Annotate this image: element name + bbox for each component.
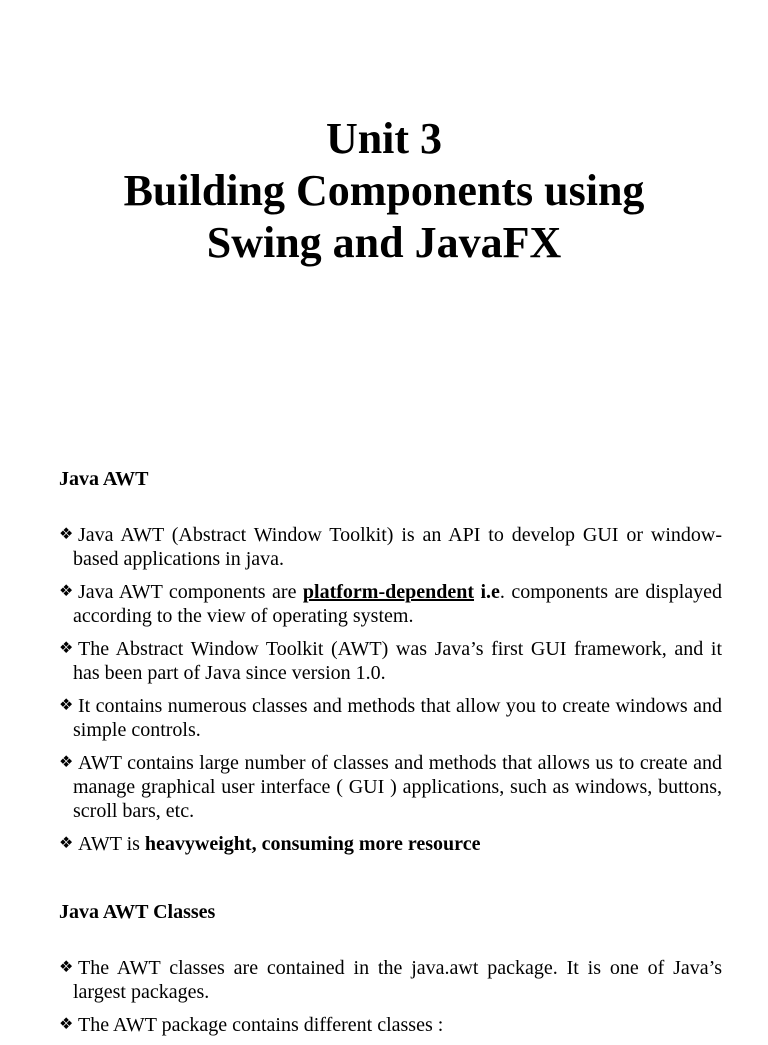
diamond-bullet-icon: ❖ bbox=[59, 638, 74, 657]
bullet-text: AWT contains large number of classes and methods that allows us to create and manage graphical user interface ( GUI ) applications, such as windows, buttons, scroll bars, etc. bbox=[73, 752, 722, 822]
diamond-bullet-icon: ❖ bbox=[59, 833, 74, 852]
emphasis-ie: i.e bbox=[480, 581, 500, 603]
list-item bbox=[59, 955, 722, 1004]
bullet-text: The AWT package contains different classes : bbox=[78, 1014, 444, 1036]
title-line-unit: Unit 3 bbox=[325, 114, 443, 163]
list-item bbox=[59, 522, 722, 571]
list-item bbox=[59, 579, 722, 628]
bullet-text: . components are displayed according to the view of operating system. bbox=[73, 581, 723, 627]
title-line-swing: Swing and JavaFX bbox=[206, 218, 562, 267]
list-item bbox=[59, 831, 722, 856]
diamond-bullet-icon: ❖ bbox=[59, 957, 74, 976]
emphasis-heavyweight: heavyweight, consuming more resource bbox=[144, 833, 481, 855]
heading-java-awt-classes: Java AWT Classes bbox=[59, 901, 216, 923]
awt-classes-bullet-list bbox=[59, 955, 722, 1045]
diamond-bullet-icon: ❖ bbox=[59, 1014, 74, 1033]
bullet-text: The AWT classes are contained in the java.awt package. It is one of Java’s largest packages. bbox=[73, 957, 722, 1003]
emphasis-platform-dependent: platform-dependent bbox=[302, 581, 475, 603]
bullet-text: Java AWT (Abstract Window Toolkit) is an API to develop GUI or window-based applications in java. bbox=[73, 524, 722, 570]
bullet-text: It contains numerous classes and methods that allow you to create windows and simple controls. bbox=[73, 695, 722, 741]
title-line-building: Building Components using bbox=[123, 166, 645, 215]
diamond-bullet-icon: ❖ bbox=[59, 695, 74, 714]
document-title bbox=[0, 113, 768, 269]
list-item bbox=[59, 1012, 722, 1037]
diamond-bullet-icon: ❖ bbox=[59, 524, 74, 543]
bullet-text: The Abstract Window Toolkit (AWT) was Java’s first GUI framework, and it has been part of Java since version 1.0. bbox=[73, 638, 722, 684]
awt-bullet-list bbox=[59, 522, 722, 864]
heading-java-awt: Java AWT bbox=[59, 468, 149, 490]
list-item bbox=[59, 693, 722, 742]
list-item bbox=[59, 750, 722, 823]
diamond-bullet-icon: ❖ bbox=[59, 752, 74, 771]
diamond-bullet-icon: ❖ bbox=[59, 581, 74, 600]
bullet-text: Java AWT components are bbox=[78, 581, 303, 603]
list-item bbox=[59, 636, 722, 685]
bullet-text: AWT is bbox=[78, 833, 145, 855]
